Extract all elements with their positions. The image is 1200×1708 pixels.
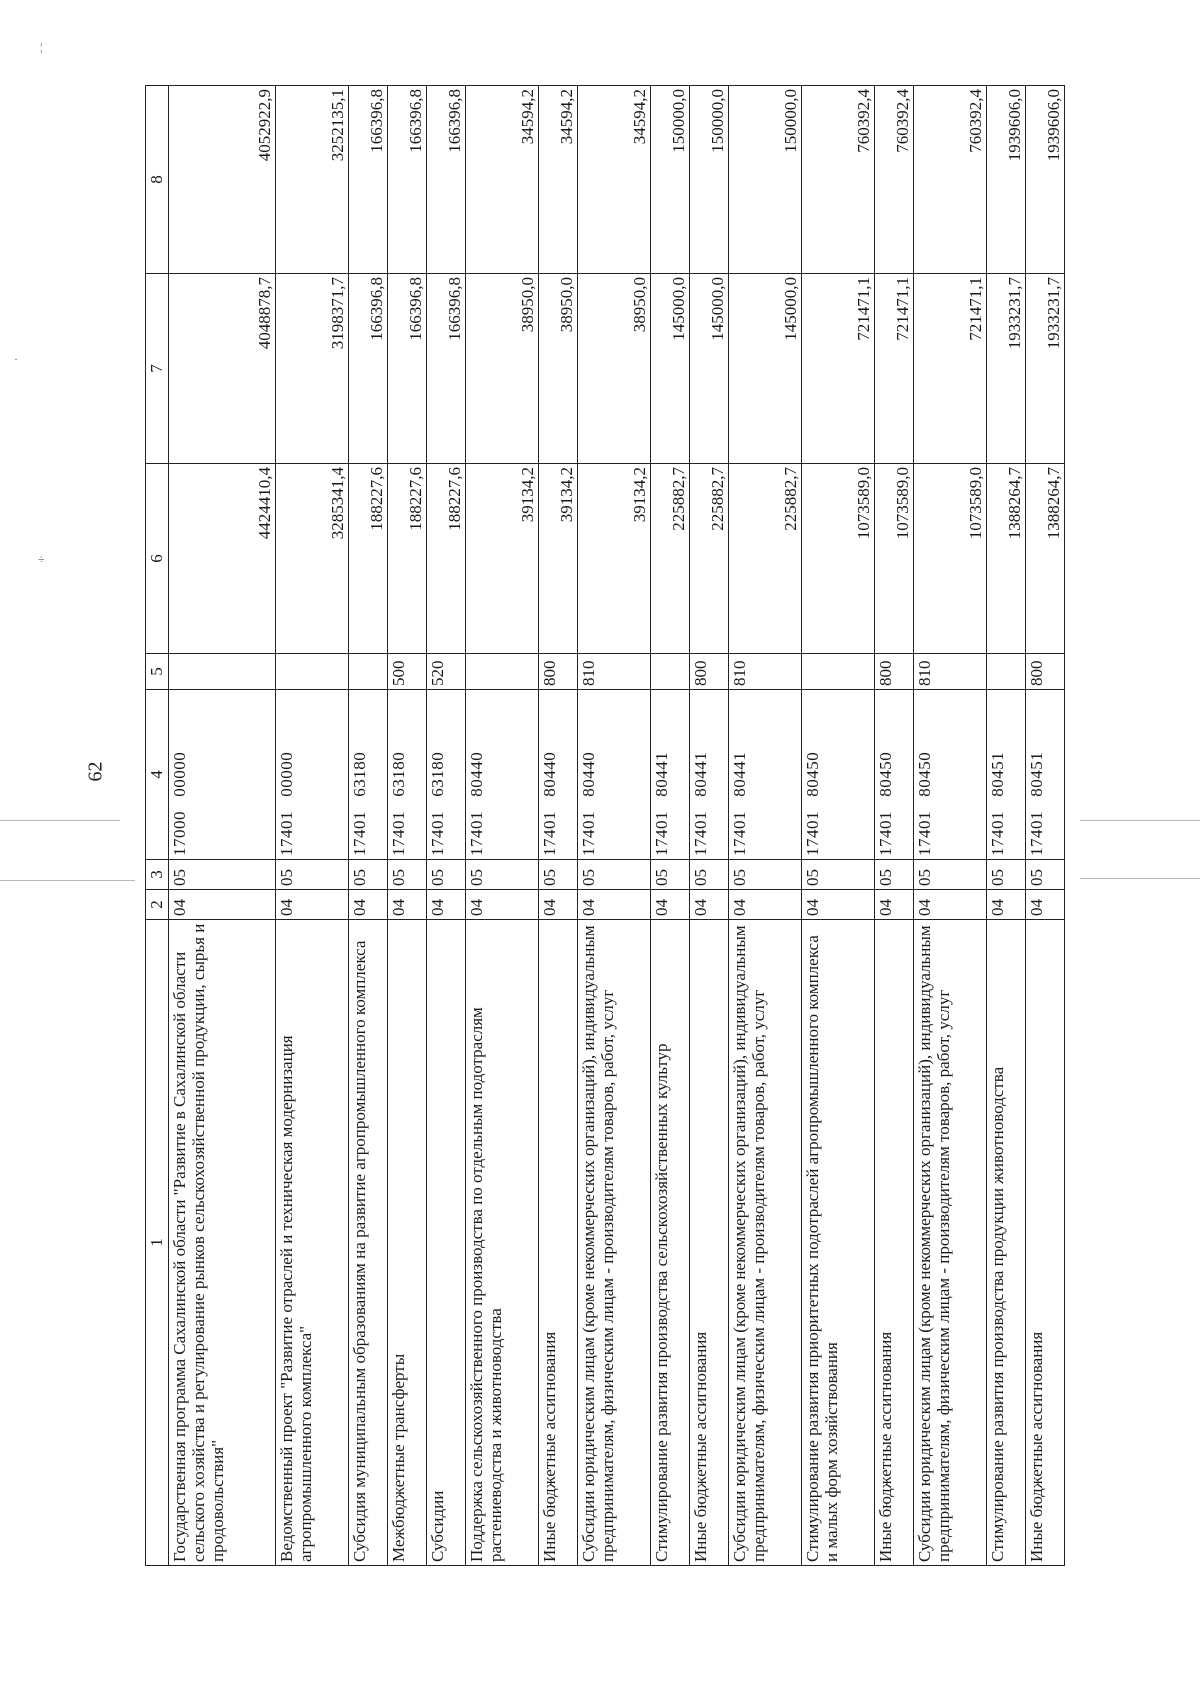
target-article-cell: 17000 00000 <box>169 690 276 860</box>
amount-year-3-cell: 34594,2 <box>577 86 650 274</box>
amount-year-1-cell: 1388264,7 <box>1025 464 1064 654</box>
amount-year-3-cell: 760392,4 <box>874 86 913 274</box>
amount-year-2-cell: 38950,0 <box>465 274 538 464</box>
amount-year-2-cell: 721471,1 <box>801 274 874 464</box>
amount-year-1-cell: 188227,6 <box>348 464 387 654</box>
section-code-cell: 04 <box>728 890 801 920</box>
table-row <box>1025 86 1064 1566</box>
target-article-cell: 17401 63180 <box>387 690 426 860</box>
expense-type-cell: 500 <box>387 654 426 690</box>
target-article-cell: 17401 80441 <box>650 690 689 860</box>
amount-year-1-cell: 3285341,4 <box>275 464 348 654</box>
subsection-code-cell: 05 <box>650 860 689 890</box>
expense-type-cell <box>650 654 689 690</box>
amount-year-2-cell: 721471,1 <box>874 274 913 464</box>
amount-year-2-cell: 3198371,7 <box>275 274 348 464</box>
subsection-code-cell: 05 <box>387 860 426 890</box>
amount-year-2-cell: 38950,0 <box>577 274 650 464</box>
section-code-cell: 04 <box>348 890 387 920</box>
amount-year-3-cell: 166396,8 <box>426 86 465 274</box>
amount-year-2-cell: 145000,0 <box>728 274 801 464</box>
table-row <box>169 86 276 1566</box>
row-name-cell: Субсидии юридическим лицам (кроме некоммерческих организаций), индивидуальным предпринимателям, физическим лицам - производителям товаров, работ, услуг <box>577 920 650 1566</box>
amount-year-2-cell: 721471,1 <box>913 274 986 464</box>
scan-speck: ÷ <box>38 552 45 566</box>
section-code-cell: 04 <box>538 890 577 920</box>
column-header: 6 <box>146 464 169 654</box>
table-row <box>650 86 689 1566</box>
table-row <box>426 86 465 1566</box>
column-header: 1 <box>146 920 169 1566</box>
target-article-cell: 17401 00000 <box>275 690 348 860</box>
section-code-cell: 04 <box>801 890 874 920</box>
column-header: 8 <box>146 86 169 274</box>
amount-year-2-cell: 145000,0 <box>650 274 689 464</box>
amount-year-2-cell: 1933231,7 <box>1025 274 1064 464</box>
column-header: 5 <box>146 654 169 690</box>
table-row <box>387 86 426 1566</box>
amount-year-3-cell: 1939606,0 <box>1025 86 1064 274</box>
subsection-code-cell: 05 <box>348 860 387 890</box>
table-row <box>986 86 1025 1566</box>
amount-year-3-cell: 150000,0 <box>689 86 728 274</box>
amount-year-3-cell: 760392,4 <box>801 86 874 274</box>
row-name-cell: Стимулирование развития производства продукции животноводства <box>986 920 1025 1566</box>
target-article-cell: 17401 63180 <box>426 690 465 860</box>
page-number: 62 <box>84 761 107 782</box>
amount-year-2-cell: 166396,8 <box>348 274 387 464</box>
table-row <box>465 86 538 1566</box>
row-name-cell: Стимулирование развития производства сельскохозяйственных культур <box>650 920 689 1566</box>
amount-year-1-cell: 39134,2 <box>538 464 577 654</box>
table-header-row <box>146 86 169 1566</box>
amount-year-1-cell: 39134,2 <box>577 464 650 654</box>
row-name-cell: Государственная программа Сахалинской области "Развитие в Сахалинской области сельского хозяйства и регулирование рынков сельскохозяйственной продукции, сырья и продовольствия" <box>169 920 276 1566</box>
expense-type-cell: 800 <box>1025 654 1064 690</box>
expense-type-cell: 520 <box>426 654 465 690</box>
amount-year-3-cell: 34594,2 <box>538 86 577 274</box>
subsection-code-cell: 05 <box>874 860 913 890</box>
amount-year-2-cell: 145000,0 <box>689 274 728 464</box>
target-article-cell: 17401 80450 <box>801 690 874 860</box>
table-row <box>874 86 913 1566</box>
row-name-cell: Субсидия муниципальным образованиям на развитие агропромышленного комплекса <box>348 920 387 1566</box>
expense-type-cell <box>169 654 276 690</box>
table-row <box>348 86 387 1566</box>
amount-year-1-cell: 188227,6 <box>426 464 465 654</box>
subsection-code-cell: 05 <box>689 860 728 890</box>
subsection-code-cell: 05 <box>913 860 986 890</box>
scan-line <box>0 880 135 881</box>
amount-year-1-cell: 1073589,0 <box>801 464 874 654</box>
subsection-code-cell: 05 <box>577 860 650 890</box>
table-row <box>801 86 874 1566</box>
amount-year-3-cell: 1939606,0 <box>986 86 1025 274</box>
section-code-cell: 04 <box>426 890 465 920</box>
section-code-cell: 04 <box>986 890 1025 920</box>
target-article-cell: 17401 80440 <box>577 690 650 860</box>
amount-year-3-cell: 3252135,1 <box>275 86 348 274</box>
subsection-code-cell: 05 <box>465 860 538 890</box>
amount-year-3-cell: 4052922,9 <box>169 86 276 274</box>
row-name-cell: Межбюджетные трансферты <box>387 920 426 1566</box>
column-header: 4 <box>146 690 169 860</box>
column-header: 7 <box>146 274 169 464</box>
amount-year-3-cell: 34594,2 <box>465 86 538 274</box>
subsection-code-cell: 05 <box>801 860 874 890</box>
budget-table <box>145 85 1065 1566</box>
row-name-cell: Ведомственный проект "Развитие отраслей и техническая модернизация агропромышленного комплекса" <box>275 920 348 1566</box>
row-name-cell: Стимулирование развития приоритетных подотраслей агропромышленного комплекса и малых форм хозяйствования <box>801 920 874 1566</box>
scan-line <box>1080 820 1200 821</box>
table-row <box>275 86 348 1566</box>
subsection-code-cell: 05 <box>426 860 465 890</box>
row-name-cell: Иные бюджетные ассигнования <box>874 920 913 1566</box>
amount-year-1-cell: 225882,7 <box>689 464 728 654</box>
amount-year-3-cell: 166396,8 <box>348 86 387 274</box>
row-name-cell: Иные бюджетные ассигнования <box>689 920 728 1566</box>
row-name-cell: Субсидии юридическим лицам (кроме некоммерческих организаций), индивидуальным предпринимателям, физическим лицам - производителям товаров, работ, услуг <box>913 920 986 1566</box>
section-code-cell: 04 <box>650 890 689 920</box>
amount-year-1-cell: 1073589,0 <box>874 464 913 654</box>
amount-year-2-cell: 166396,8 <box>426 274 465 464</box>
target-article-cell: 17401 80440 <box>538 690 577 860</box>
amount-year-1-cell: 39134,2 <box>465 464 538 654</box>
column-header: 2 <box>146 890 169 920</box>
section-code-cell: 04 <box>465 890 538 920</box>
amount-year-3-cell: 150000,0 <box>728 86 801 274</box>
target-article-cell: 17401 80440 <box>465 690 538 860</box>
section-code-cell: 04 <box>689 890 728 920</box>
expense-type-cell: 800 <box>689 654 728 690</box>
table-row <box>913 86 986 1566</box>
table-row <box>538 86 577 1566</box>
target-article-cell: 17401 63180 <box>348 690 387 860</box>
scan-speck: · <box>14 352 18 366</box>
amount-year-2-cell: 166396,8 <box>387 274 426 464</box>
subsection-code-cell: 05 <box>986 860 1025 890</box>
expense-type-cell <box>986 654 1025 690</box>
expense-type-cell <box>348 654 387 690</box>
target-article-cell: 17401 80450 <box>913 690 986 860</box>
expense-type-cell: 800 <box>538 654 577 690</box>
amount-year-3-cell: 166396,8 <box>387 86 426 274</box>
amount-year-1-cell: 1073589,0 <box>913 464 986 654</box>
section-code-cell: 04 <box>913 890 986 920</box>
amount-year-1-cell: 1388264,7 <box>986 464 1025 654</box>
section-code-cell: 04 <box>275 890 348 920</box>
amount-year-1-cell: 225882,7 <box>650 464 689 654</box>
amount-year-3-cell: 150000,0 <box>650 86 689 274</box>
expense-type-cell: 810 <box>577 654 650 690</box>
amount-year-1-cell: 225882,7 <box>728 464 801 654</box>
expense-type-cell: 810 <box>913 654 986 690</box>
target-article-cell: 17401 80451 <box>1025 690 1064 860</box>
scan-line <box>1080 878 1200 879</box>
row-name-cell: Субсидии <box>426 920 465 1566</box>
target-article-cell: 17401 80441 <box>728 690 801 860</box>
section-code-cell: 04 <box>387 890 426 920</box>
subsection-code-cell: 05 <box>1025 860 1064 890</box>
target-article-cell: 17401 80450 <box>874 690 913 860</box>
section-code-cell: 04 <box>577 890 650 920</box>
expense-type-cell: 800 <box>874 654 913 690</box>
table-body <box>169 86 1065 1566</box>
column-header: 3 <box>146 860 169 890</box>
subsection-code-cell: 05 <box>169 860 276 890</box>
target-article-cell: 17401 80441 <box>689 690 728 860</box>
amount-year-2-cell: 1933231,7 <box>986 274 1025 464</box>
section-code-cell: 04 <box>169 890 276 920</box>
expense-type-cell <box>275 654 348 690</box>
expense-type-cell <box>801 654 874 690</box>
amount-year-2-cell: 4048878,7 <box>169 274 276 464</box>
table-row <box>728 86 801 1566</box>
scan-line <box>0 820 120 821</box>
row-name-cell: Поддержка сельскохозяйственного производства по отдельным подотраслям растениеводства и животноводства <box>465 920 538 1566</box>
scan-speck: ¦ <box>40 40 43 54</box>
table-row <box>689 86 728 1566</box>
row-name-cell: Иные бюджетные ассигнования <box>538 920 577 1566</box>
expense-type-cell <box>465 654 538 690</box>
amount-year-1-cell: 188227,6 <box>387 464 426 654</box>
section-code-cell: 04 <box>1025 890 1064 920</box>
subsection-code-cell: 05 <box>728 860 801 890</box>
table-row <box>577 86 650 1566</box>
section-code-cell: 04 <box>874 890 913 920</box>
subsection-code-cell: 05 <box>275 860 348 890</box>
expense-type-cell: 810 <box>728 654 801 690</box>
target-article-cell: 17401 80451 <box>986 690 1025 860</box>
amount-year-2-cell: 38950,0 <box>538 274 577 464</box>
row-name-cell: Субсидии юридическим лицам (кроме некоммерческих организаций), индивидуальным предпринимателям, физическим лицам - производителям товаров, работ, услуг <box>728 920 801 1566</box>
amount-year-3-cell: 760392,4 <box>913 86 986 274</box>
amount-year-1-cell: 4424410,4 <box>169 464 276 654</box>
subsection-code-cell: 05 <box>538 860 577 890</box>
row-name-cell: Иные бюджетные ассигнования <box>1025 920 1064 1566</box>
